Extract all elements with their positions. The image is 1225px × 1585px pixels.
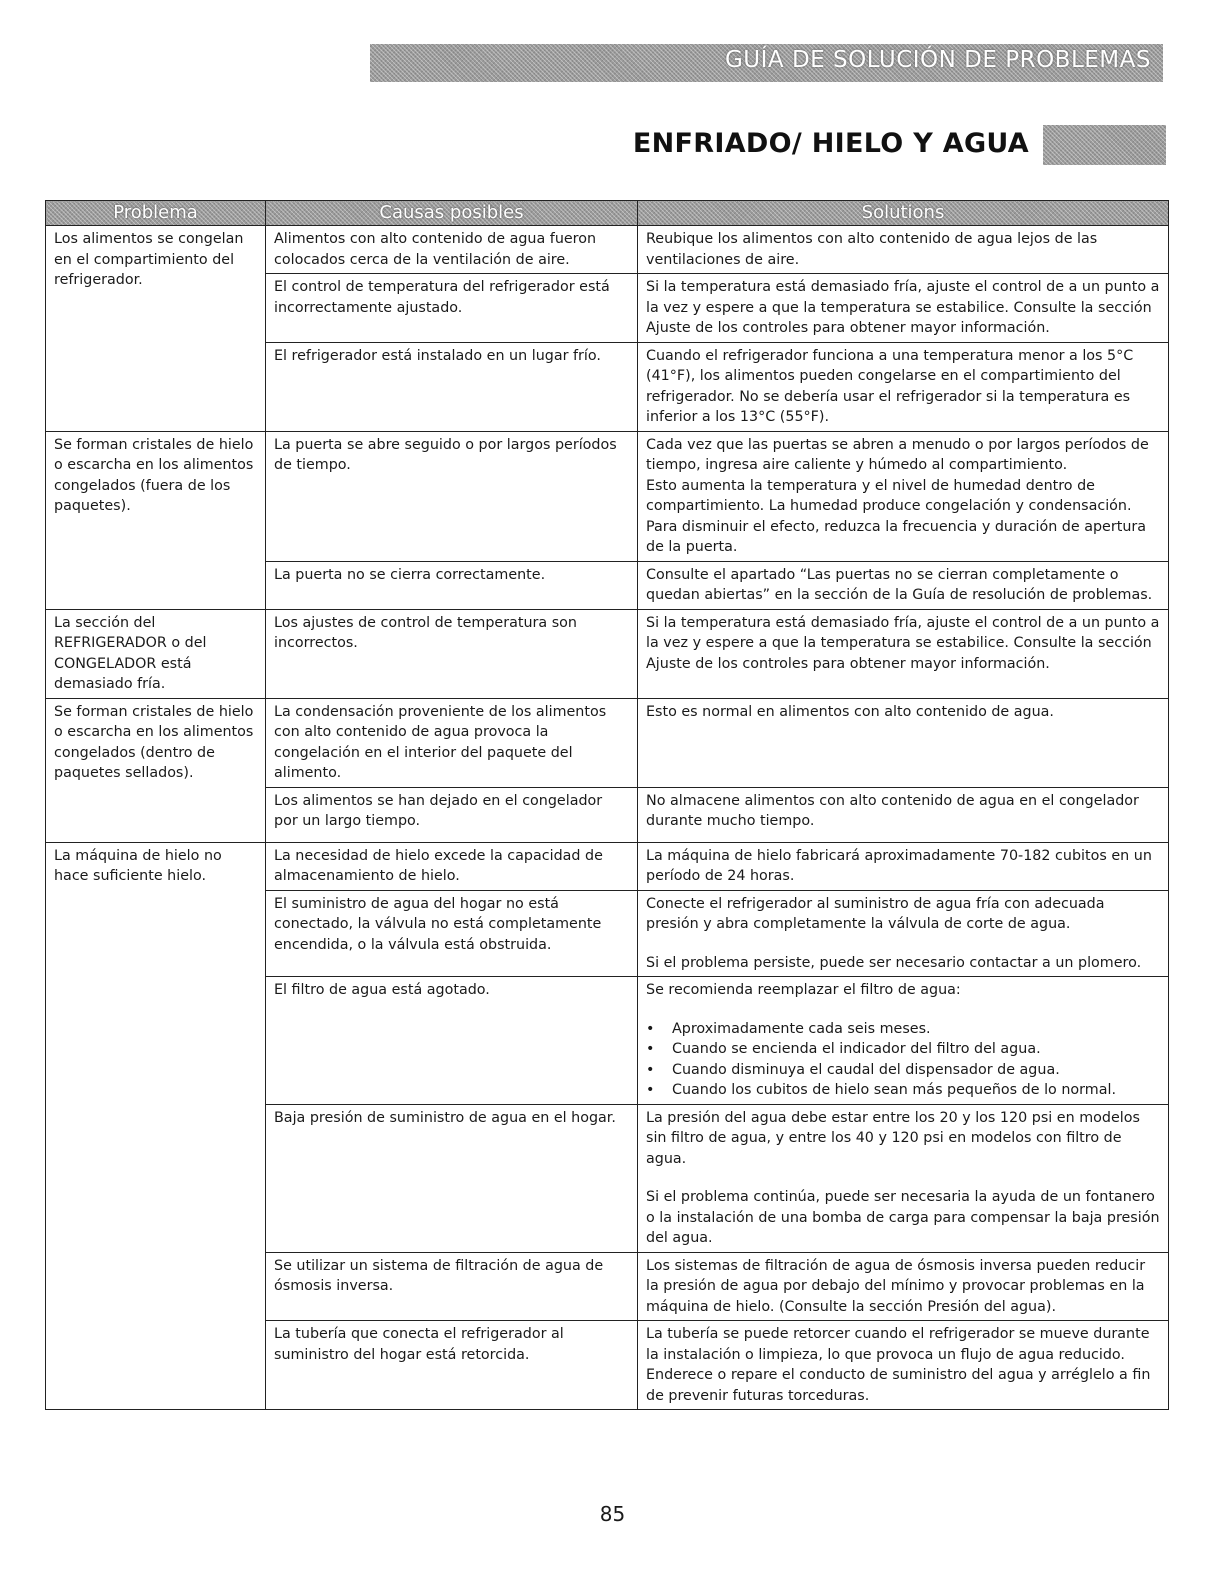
page-title: ENFRIADO/ HIELO Y AGUA	[632, 128, 1029, 159]
solution-cell	[638, 977, 1169, 1105]
solution-cell: Si la temperatura está demasiado fría, ajuste el control de a un punto a la vez y espere a que la temperatura se estabilice. Consulte la sección Ajuste de los controles para obtener mayor información.	[638, 609, 1169, 698]
table-row	[46, 226, 1169, 274]
cause-cell: La tubería que conecta el refrigerador al suministro del hogar está retorcida.	[266, 1321, 638, 1410]
cause-cell: La puerta se abre seguido o por largos períodos de tiempo.	[266, 431, 638, 561]
solution-cell: No almacene alimentos con alto contenido de agua en el congelador durante mucho tiempo.	[638, 787, 1169, 842]
solution-cell: Esto es normal en alimentos con alto contenido de agua.	[638, 698, 1169, 787]
problem-cell: Se forman cristales de hielo o escarcha en los alimentos congelados (fuera de los paquetes).	[46, 431, 266, 609]
title-decoration	[1043, 125, 1166, 165]
solution-cell: Si la temperatura está demasiado fría, ajuste el control de a un punto a la vez y espere a que la temperatura se estabilice. Consulte la sección Ajuste de los controles para obtener mayor información.	[638, 274, 1169, 343]
solution-cell	[638, 431, 1169, 561]
section-banner	[370, 44, 1163, 82]
cause-cell: Los ajustes de control de temperatura son incorrectos.	[266, 609, 638, 698]
filter-replacement-list	[646, 1019, 1160, 1101]
list-item: • Aproximadamente cada seis meses.	[646, 1019, 1160, 1040]
column-header-problem: Problema	[46, 201, 266, 226]
cause-cell: La condensación proveniente de los alimentos con alto contenido de agua provoca la congelación en el interior del paquete del alimento.	[266, 698, 638, 787]
cause-cell: La necesidad de hielo excede la capacidad de almacenamiento de hielo.	[266, 842, 638, 890]
paragraph-gap	[646, 935, 1160, 953]
column-header-causes: Causas posibles	[266, 201, 638, 226]
solution-cell	[638, 890, 1169, 977]
list-item: • Cuando los cubitos de hielo sean más pequeños de lo normal.	[646, 1080, 1160, 1101]
table-row	[46, 698, 1169, 787]
solution-text: Cada vez que las puertas se abren a menudo o por largos períodos de tiempo, ingresa aire caliente y húmedo al compartimiento.	[646, 436, 1149, 473]
cause-cell: El refrigerador está instalado en un lugar frío.	[266, 342, 638, 431]
cause-cell: El filtro de agua está agotado.	[266, 977, 638, 1105]
solution-text: Esto aumenta la temperatura y el nivel de humedad dentro de compartimiento. La humedad produce congelación y condensación. Para disminuir el efecto, reduzca la frecuencia y duración de apertura de la puerta.	[646, 477, 1147, 555]
page-number: 85	[599, 1502, 626, 1526]
problem-cell: Los alimentos se congelan en el compartimiento del refrigerador.	[46, 226, 266, 432]
solution-cell: Cuando el refrigerador funciona a una temperatura menor a los 5°C (41°F), los alimentos pueden congelarse en el compartimiento del refrigerador. No se debería usar el refrigerador si la temperatura es inferior a los 13°C (55°F).	[638, 342, 1169, 431]
cause-cell: El control de temperatura del refrigerador está incorrectamente ajustado.	[266, 274, 638, 343]
paragraph-gap	[646, 1169, 1160, 1187]
cause-cell: Baja presión de suministro de agua en el hogar.	[266, 1104, 638, 1252]
solution-text: La presión del agua debe estar entre los 20 y los 120 psi en modelos sin filtro de agua, y entre los 40 y 120 psi en modelos con filtro de agua.	[646, 1109, 1140, 1167]
list-item: • Cuando se encienda el indicador del filtro del agua.	[646, 1039, 1160, 1060]
cause-cell: Alimentos con alto contenido de agua fueron colocados cerca de la ventilación de aire.	[266, 226, 638, 274]
table-header-row	[46, 201, 1169, 226]
solution-text: Si el problema persiste, puede ser necesario contactar a un plomero.	[646, 954, 1142, 971]
problem-cell: La máquina de hielo no hace suficiente hielo.	[46, 842, 266, 1410]
cause-cell: Los alimentos se han dejado en el congelador por un largo tiempo.	[266, 787, 638, 842]
list-item: • Cuando disminuya el caudal del dispensador de agua.	[646, 1060, 1160, 1081]
table-row	[46, 842, 1169, 890]
problem-cell: La sección del REFRIGERADOR o del CONGELADOR está demasiado fría.	[46, 609, 266, 698]
troubleshooting-table	[45, 200, 1169, 1410]
cause-cell: La puerta no se cierra correctamente.	[266, 561, 638, 609]
solution-cell: Los sistemas de filtración de agua de ósmosis inversa pueden reducir la presión de agua por debajo del mínimo y provocar problemas en la máquina de hielo. (Consulte la sección Presión del agua).	[638, 1252, 1169, 1321]
solution-cell: La máquina de hielo fabricará aproximadamente 70-182 cubitos en un período de 24 horas.	[638, 842, 1169, 890]
paragraph-gap	[646, 1001, 1160, 1019]
cause-cell: El suministro de agua del hogar no está conectado, la válvula no está completamente encendida, o la válvula está obstruida.	[266, 890, 638, 977]
cause-cell: Se utilizar un sistema de filtración de agua de ósmosis inversa.	[266, 1252, 638, 1321]
table-row	[46, 609, 1169, 698]
solution-cell: Consulte el apartado “Las puertas no se cierran completamente o quedan abiertas” en la sección de la Guía de resolución de problemas.	[638, 561, 1169, 609]
solution-text: Se recomienda reemplazar el filtro de agua:	[646, 982, 961, 998]
table-row	[46, 431, 1169, 561]
problem-cell: Se forman cristales de hielo o escarcha en los alimentos congelados (dentro de paquetes sellados).	[46, 698, 266, 842]
solution-cell	[638, 1104, 1169, 1252]
banner-title: GUÍA DE SOLUCIÓN DE PROBLEMAS	[724, 47, 1151, 73]
solution-cell: La tubería se puede retorcer cuando el refrigerador se mueve durante la instalación o limpieza, lo que provoca un flujo de agua reducido. Enderece o repare el conducto de suministro del agua y arréglelo a fin de prevenir futuras torceduras.	[638, 1321, 1169, 1410]
solution-cell: Reubique los alimentos con alto contenido de agua lejos de las ventilaciones de aire.	[638, 226, 1169, 274]
solution-text: Conecte el refrigerador al suministro de agua fría con adecuada presión y abra completamente la válvula de corte de agua.	[646, 895, 1105, 932]
solution-text: Si el problema continúa, puede ser necesaria la ayuda de un fontanero o la instalación de una bomba de carga para compensar la baja presión del agua.	[646, 1189, 1160, 1246]
column-header-solutions: Solutions	[638, 201, 1169, 226]
